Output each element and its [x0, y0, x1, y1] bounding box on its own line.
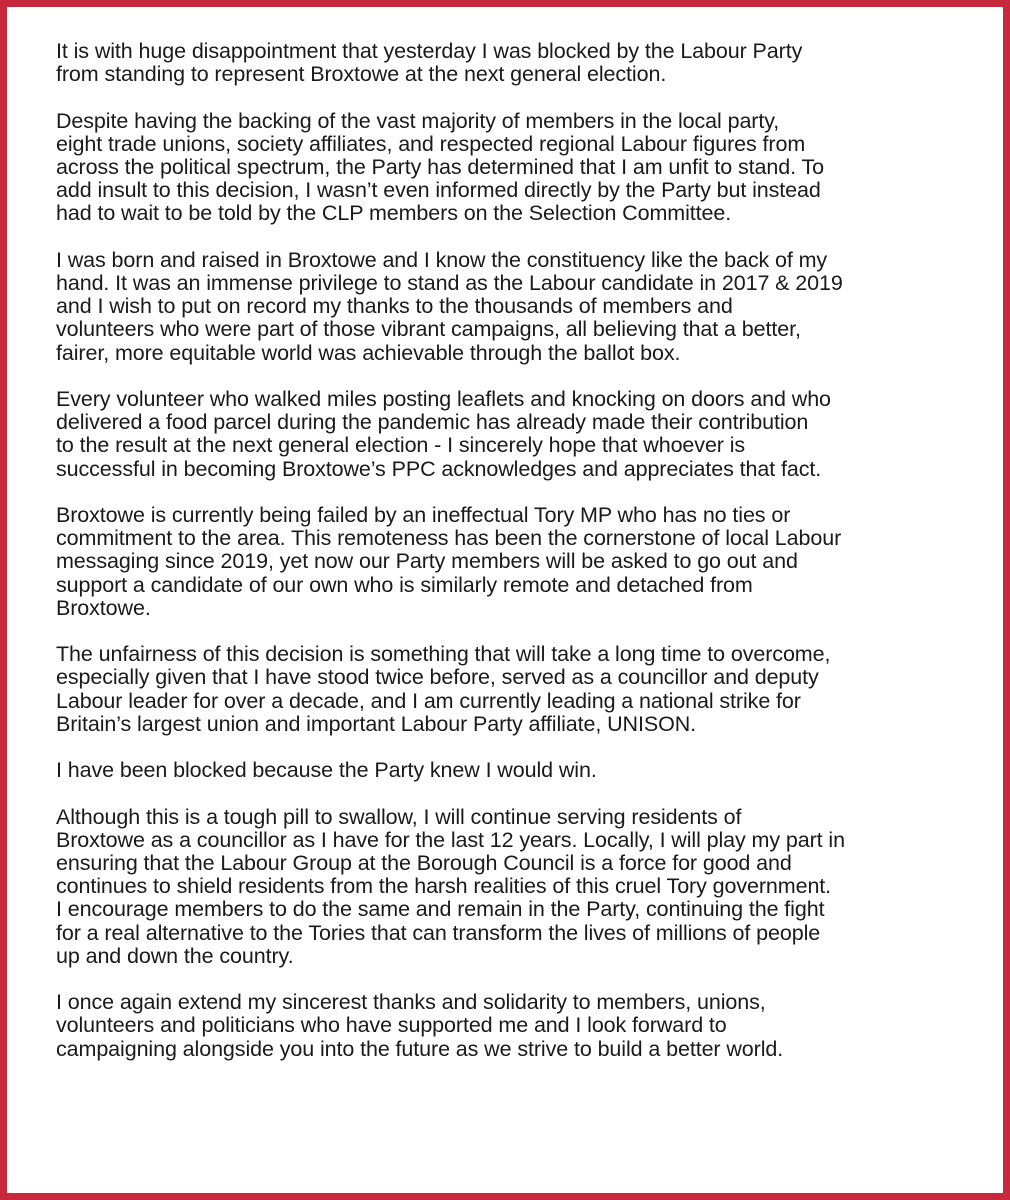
statement-paragraph [56, 388, 976, 481]
statement-line: up and down the country. [56, 943, 294, 968]
statement-line: Despite having the backing of the vast majority of members in the local party, [56, 108, 780, 133]
statement-line: volunteers and politicians who have supported me and I look forward to [56, 1013, 727, 1038]
statement-line: for a real alternative to the Tories that can transform the lives of millions of people [56, 920, 821, 945]
statement-line: Every volunteer who walked miles posting leaflets and knocking on doors and who [56, 387, 831, 411]
statement-line: ensuring that the Labour Group at the Borough Council is a force for good and [56, 851, 792, 875]
statement-line: support a candidate of our own who is similarly remote and detached from [56, 572, 753, 597]
statement-line: volunteers who were part of those vibrant campaigns, all believing that a better, [56, 317, 801, 342]
statement-line: campaigning alongside you into the future as we strive to build a better world. [56, 1036, 784, 1061]
statement-line: commitment to the area. This remoteness has been the cornerstone of local Labour [56, 526, 842, 551]
statement-line: I was born and raised in Broxtowe and I know the constituency like the back of my [56, 247, 828, 272]
statement-paragraph [56, 504, 976, 620]
statement-line: delivered a food parcel during the pandemic has already made their contribution [56, 410, 809, 435]
statement-line: fairer, more equitable world was achievable through the ballot box. [56, 340, 681, 365]
statement-line: Britain’s largest union and important Labour Party affiliate, UNISON. [56, 711, 697, 736]
statement-line: to the result at the next general election - I sincerely hope that whoever is [56, 433, 746, 458]
statement-line: especially given that I have stood twice before, served as a councillor and deputy [56, 665, 819, 690]
statement-line: across the political spectrum, the Party has determined that I am unfit to stand. To [56, 155, 824, 179]
statement-paragraph [56, 40, 976, 86]
statement-body [56, 40, 976, 1061]
statement-line: Broxtowe. [56, 595, 151, 620]
statement-line: Labour leader for over a decade, and I am currently leading a national strike for [56, 688, 801, 713]
statement-line: continues to shield residents from the harsh realities of this cruel Tory government. [56, 874, 832, 899]
statement-line: hand. It was an immense privilege to stand as the Labour candidate in 2017 & 2019 [56, 271, 843, 295]
statement-line: Broxtowe as a councillor as I have for the last 12 years. Locally, I will play my part in [56, 827, 845, 852]
statement-line: and I wish to put on record my thanks to the thousands of members and [56, 294, 733, 319]
statement-line: add insult to this decision, I wasn’t even informed directly by the Party but instead [56, 178, 821, 203]
statement-line: eight trade unions, society affiliates, and respected regional Labour figures from [56, 131, 806, 156]
statement-paragraph [56, 806, 976, 968]
statement-paragraph [56, 110, 976, 226]
statement-line: had to wait to be told by the CLP members on the Selection Committee. [56, 201, 732, 226]
statement-line: Broxtowe is currently being failed by an ineffectual Tory MP who has no ties or [56, 503, 791, 527]
statement-paragraph [56, 643, 976, 736]
statement-paragraph [56, 991, 976, 1061]
statement-line: messaging since 2019, yet now our Party members will be asked to go out and [56, 549, 798, 574]
statement-line: I encourage members to do the same and remain in the Party, continuing the fight [56, 897, 825, 922]
statement-line: I once again extend my sincerest thanks and solidarity to members, unions, [56, 990, 766, 1015]
statement-line: from standing to represent Broxtowe at the next general election. [56, 62, 667, 87]
statement-line: Although this is a tough pill to swallow, I will continue serving residents of [56, 804, 742, 829]
statement-line: It is with huge disappointment that yesterday I was blocked by the Labour Party [56, 39, 803, 63]
statement-paragraph [56, 759, 976, 782]
statement-line: The unfairness of this decision is something that will take a long time to overcome, [56, 642, 831, 667]
statement-paragraph [56, 249, 976, 365]
statement-line: successful in becoming Broxtowe’s PPC acknowledges and appreciates that fact. [56, 456, 822, 481]
statement-line: I have been blocked because the Party knew I would win. [56, 758, 597, 783]
